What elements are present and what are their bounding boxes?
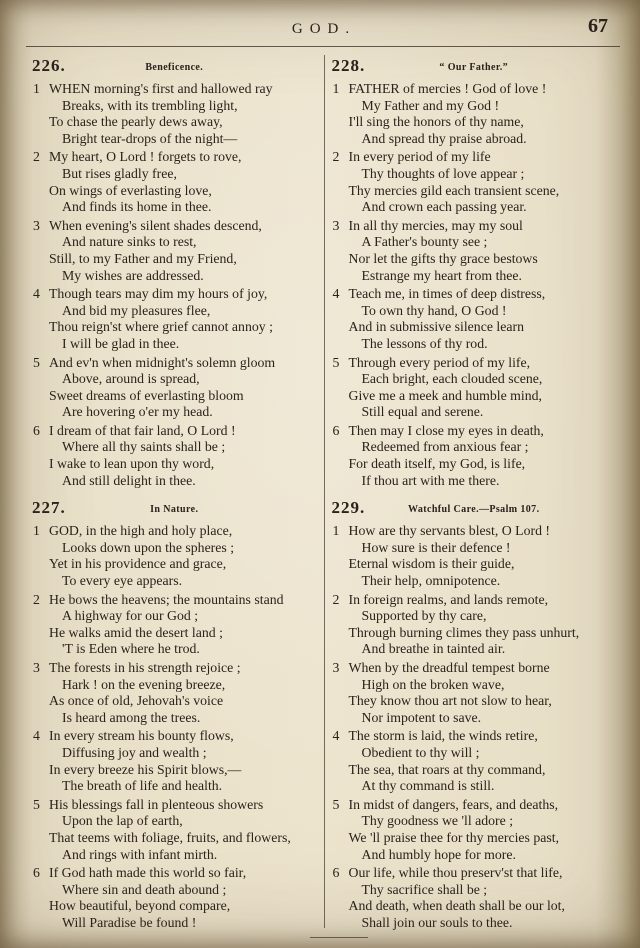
hymn-head — [331, 56, 616, 77]
verse-line: Nor impotent to save. — [361, 709, 482, 725]
verse-line: But rises gladly free, — [62, 165, 177, 181]
verse — [32, 355, 317, 421]
verse-line: 'T is Eden where he trod. — [62, 641, 200, 657]
verse-line: He bows the heavens; the mountains stand — [49, 591, 284, 607]
running-head — [38, 15, 610, 42]
verse-line: Supported by thy care, — [361, 608, 487, 624]
verse-line: As once of old, Jehovah's voice — [49, 693, 224, 709]
verse-number: 4 — [332, 728, 340, 744]
hymn — [32, 498, 317, 931]
verse-number: 2 — [33, 149, 40, 165]
verse-line: Upon the lap of earth, — [62, 813, 183, 829]
verse-line: And breathe in tainted air. — [361, 641, 506, 657]
hymn-title: Watchful Care.—Psalm 107. — [408, 504, 540, 516]
verse-line: Eternal wisdom is their guide, — [348, 556, 515, 572]
right-column — [327, 53, 620, 936]
verse-line: I will be glad in thee. — [62, 335, 180, 351]
verse-number: 1 — [33, 523, 40, 539]
verse-line: If God hath made this world so fair, — [49, 865, 247, 881]
verse-line: Thy thoughts of love appear ; — [361, 165, 525, 181]
verse-number: 4 — [332, 286, 340, 302]
verse-number: 5 — [332, 354, 340, 370]
verse-line: Thy sacrifice shall be ; — [361, 881, 488, 897]
verse-line: At thy command is still. — [361, 778, 495, 794]
verse-line: I dream of that fair land, O Lord ! — [49, 422, 236, 438]
verse-line: Bright tear-drops of the night— — [62, 130, 238, 146]
verse-line: In midst of dangers, fears, and deaths, — [348, 796, 559, 812]
verse-number: 5 — [33, 354, 40, 370]
verse-line: He walks amid the desert land ; — [49, 624, 223, 640]
verse — [32, 523, 317, 589]
verse-line: On wings of everlasting love, — [49, 182, 212, 198]
verse-line: And bid my pleasures flee, — [62, 302, 211, 318]
verse-line: To chase the pearly dews away, — [49, 114, 223, 130]
verse-line: Through burning climes they pass unhurt, — [348, 624, 580, 640]
verse-number: 1 — [332, 523, 340, 539]
page-number: 67 — [588, 15, 608, 37]
verse-line: And rings with infant mirth. — [62, 846, 218, 862]
verse-line: In every stream his bounty flows, — [49, 728, 234, 744]
verse — [331, 592, 616, 658]
verse-line: And nature sinks to rest, — [62, 234, 197, 250]
page-title: GOD. — [291, 21, 357, 37]
verse-line: I wake to lean upon thy word, — [49, 456, 215, 472]
verse-line: To own thy hand, O God ! — [361, 302, 507, 318]
verse-line: WHEN morning's first and hallowed ray — [49, 81, 273, 96]
verse-line: Hark ! on the evening breeze, — [62, 676, 226, 692]
verse-line: Sweet dreams of everlasting bloom — [49, 387, 244, 403]
verse — [32, 218, 317, 284]
bottom-signature-rule — [310, 937, 368, 938]
hymn-head — [331, 498, 616, 519]
verse — [331, 355, 616, 421]
verse-number: 4 — [33, 286, 40, 302]
verse-line: To every eye appears. — [62, 573, 183, 589]
header-rule — [26, 46, 620, 47]
verse-line: Our life, while thou preserv'st that life, — [348, 865, 563, 881]
verse-line: How are thy servants blest, O Lord ! — [348, 523, 551, 539]
verse-line: The storm is laid, the winds retire, — [348, 728, 538, 744]
verse-line: Will Paradise be found ! — [62, 914, 197, 930]
verse-line: Diffusing joy and wealth ; — [62, 744, 207, 760]
verse-number: 3 — [33, 217, 40, 233]
verse — [32, 797, 317, 863]
verse — [331, 286, 616, 352]
verse-line: For death itself, my God, is life, — [348, 456, 526, 472]
verse-line: My Father and my God ! — [361, 97, 500, 113]
verse — [331, 149, 616, 215]
verse-line: A Father's bounty see ; — [361, 234, 488, 250]
verse-line: A highway for our God ; — [62, 608, 199, 624]
verse-line: In every breeze his Spirit blows,— — [49, 761, 242, 777]
verse-line: Still equal and serene. — [361, 404, 484, 420]
verse-line: Is heard among the trees. — [62, 709, 201, 725]
verse-number: 6 — [33, 422, 40, 438]
verse-line: Thy goodness we 'll adore ; — [361, 813, 514, 829]
verse-line: They know thou art not slow to hear, — [348, 693, 552, 709]
verse-line: How beautiful, beyond compare, — [49, 898, 231, 914]
hymn — [331, 498, 616, 931]
verse-line: Are hovering o'er my head. — [62, 404, 213, 420]
verse-number: 2 — [332, 149, 340, 165]
verse — [32, 149, 317, 215]
verse-line: Though tears may dim my hours of joy, — [49, 286, 268, 302]
verse-line: In foreign realms, and lands remote, — [348, 591, 549, 607]
verse-line: I'll sing the honors of thy name, — [348, 114, 524, 130]
verse-line: And still delight in thee. — [62, 472, 196, 488]
verse — [331, 797, 616, 863]
verse-line: GOD, in the high and holy place, — [49, 523, 233, 539]
verse-line: And death, when death shall be our lot, — [348, 898, 565, 914]
verse-line: The breath of life and health. — [62, 778, 223, 794]
hymn-head — [32, 56, 317, 77]
verse-line: And in submissive silence learn — [348, 319, 524, 335]
verse-line: Estrange my heart from thee. — [361, 267, 523, 283]
hymn-number: 226. — [32, 56, 66, 75]
verse-line: Still, to my Father and my Friend, — [49, 250, 237, 266]
verse — [331, 728, 616, 794]
verse-line: If thou art with me there. — [361, 472, 500, 488]
verse — [32, 286, 317, 352]
verse-line: Each bright, each clouded scene, — [361, 371, 543, 387]
verse — [32, 728, 317, 794]
verse-line: We 'll praise thee for thy mercies past, — [348, 829, 560, 845]
verse — [32, 660, 317, 726]
hymn-head — [32, 498, 317, 519]
verse-line: Obedient to thy will ; — [361, 744, 480, 760]
verse-line: The sea, that roars at thy command, — [348, 761, 546, 777]
verse-line: Teach me, in times of deep distress, — [348, 286, 546, 302]
verse — [32, 81, 317, 147]
column-divider-rule — [324, 55, 325, 928]
verse-line: High on the broken wave, — [361, 676, 505, 692]
verse-number: 1 — [33, 81, 40, 96]
verse-line: Looks down upon the spheres ; — [62, 539, 235, 555]
verse-line: When by the dreadful tempest borne — [348, 660, 550, 675]
verse — [32, 592, 317, 658]
hymn — [331, 56, 616, 489]
hymn-title: Beneficence. — [145, 62, 204, 73]
verse-line: That teems with foliage, fruits, and flowers, — [49, 829, 291, 845]
verse — [32, 865, 317, 931]
verse — [331, 660, 616, 726]
verse-line: Thou reign'st where grief cannot annoy ; — [49, 319, 273, 335]
hymn — [32, 56, 317, 489]
verse-number: 5 — [332, 796, 340, 812]
verse-line: Where all thy saints shall be ; — [62, 439, 226, 455]
verse-number: 2 — [33, 591, 40, 607]
verse-number: 1 — [332, 81, 340, 96]
verse-line: Breaks, with its trembling light, — [62, 97, 238, 113]
verse-line: Their help, omnipotence. — [361, 573, 501, 589]
verse-line: And humbly hope for more. — [361, 846, 516, 862]
text-columns — [28, 53, 620, 936]
hymn-number: 228. — [331, 56, 366, 75]
verse-number: 6 — [33, 865, 40, 881]
verse-number: 6 — [332, 422, 340, 438]
verse-line: Shall join our souls to thee. — [361, 914, 513, 930]
verse-line: The forests in his strength rejoice ; — [49, 660, 241, 675]
verse-number: 2 — [332, 591, 340, 607]
verse-number: 6 — [332, 865, 340, 881]
verse-line: And crown each passing year. — [361, 199, 527, 215]
verse — [331, 523, 616, 589]
verse-line: Give me a meek and humble mind, — [348, 387, 542, 403]
verse-line: Nor let the gifts thy grace bestows — [348, 250, 538, 266]
verse — [331, 423, 616, 489]
verse — [331, 865, 616, 931]
verse-number: 3 — [332, 660, 340, 675]
verse-line: Redeemed from anxious fear ; — [361, 439, 529, 455]
verse — [32, 423, 317, 489]
verse-line: In all thy mercies, may my soul — [348, 217, 523, 233]
verse-line: Then may I close my eyes in death, — [348, 422, 544, 438]
hymn-title: “ Our Father.” — [439, 62, 509, 73]
verse-line: My wishes are addressed. — [62, 267, 204, 283]
left-column — [28, 53, 321, 936]
verse-line: Yet in his providence and grace, — [49, 556, 227, 572]
verse-line: And spread thy praise abroad. — [361, 130, 527, 146]
verse-line: The lessons of thy rod. — [361, 335, 488, 351]
verse — [331, 218, 616, 284]
verse-line: Above, around is spread, — [62, 371, 200, 387]
verse-line: FATHER of mercies ! God of love ! — [348, 81, 547, 96]
verse-line: And ev'n when midnight's solemn gloom — [49, 354, 276, 370]
verse-line: When evening's silent shades descend, — [49, 217, 262, 233]
verse-line: Through every period of my life, — [348, 354, 531, 370]
verse-line: How sure is their defence ! — [361, 539, 511, 555]
verse-line: His blessings fall in plenteous showers — [49, 796, 264, 812]
verse-number: 3 — [33, 660, 40, 675]
verse-line: In every period of my life — [348, 149, 491, 165]
verse-number: 5 — [33, 796, 40, 812]
verse-line: Thy mercies gild each transient scene, — [348, 182, 560, 198]
hymn-number: 229. — [331, 498, 366, 518]
verse-line: And finds its home in thee. — [62, 199, 212, 215]
hymn-title: In Nature. — [150, 504, 199, 516]
verse-line: Where sin and death abound ; — [62, 881, 227, 897]
verse-number: 3 — [332, 217, 340, 233]
hymn-number: 227. — [32, 498, 66, 518]
verse — [331, 81, 616, 147]
verse-number: 4 — [33, 728, 40, 744]
verse-line: My heart, O Lord ! forgets to rove, — [49, 149, 242, 165]
